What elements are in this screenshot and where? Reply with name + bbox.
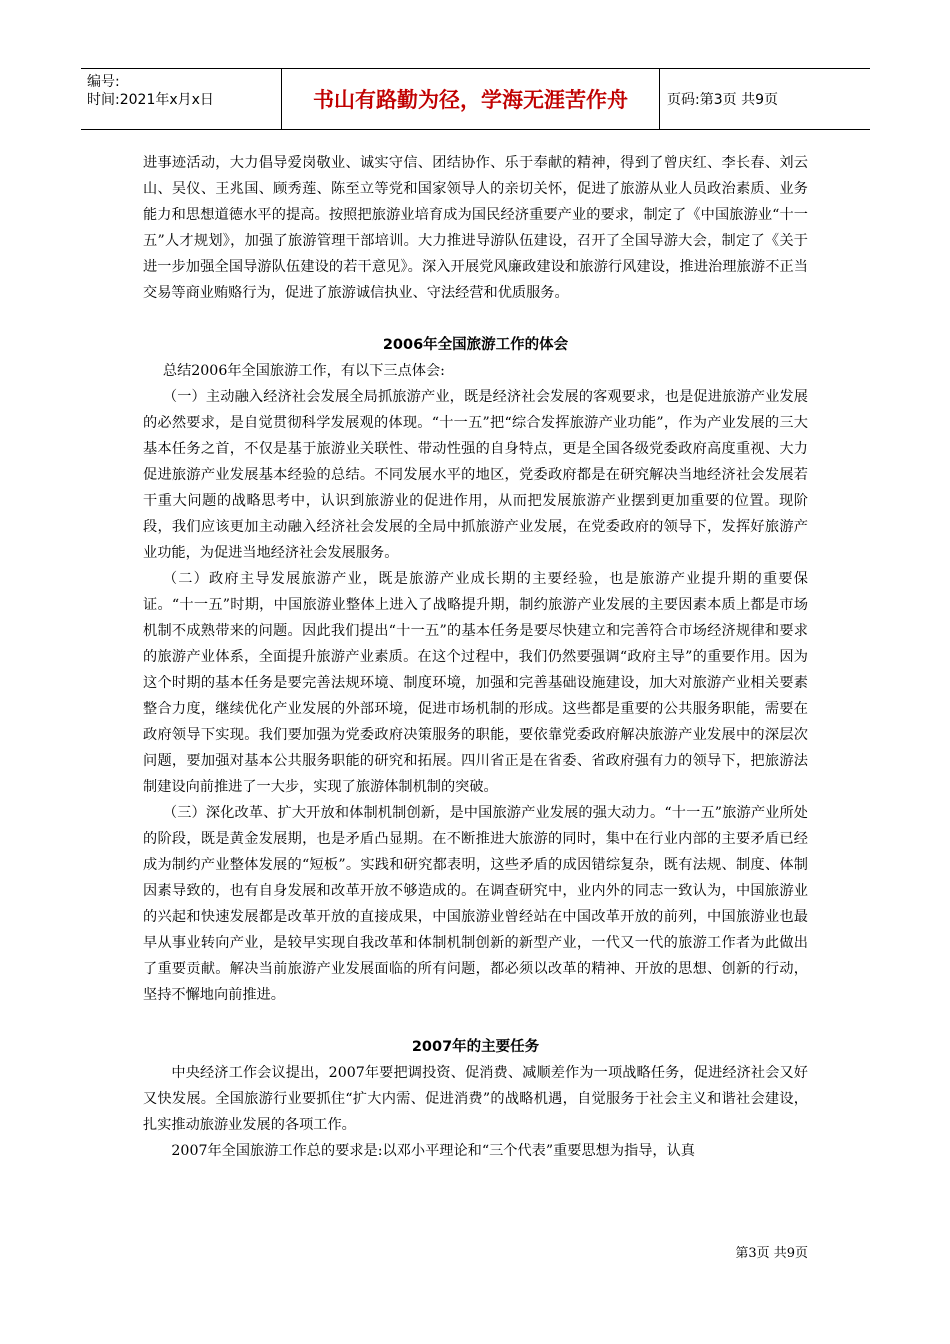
paragraph: 2007年全国旅游工作总的要求是:以邓小平理论和“三个代表”重要思想为指导，认真 — [171, 1143, 695, 1159]
document-time-label: 时间:2021年x月x日 — [87, 92, 214, 108]
footer-page-number: 第3页 共9页 — [735, 1246, 808, 1261]
paragraph: 进事迹活动，大力倡导爱岗敬业、诚实守信、团结协作、乐于奉献的精神，得到了曾庆红、李长春、刘云山、吴仪、王兆国、顾秀莲、陈至立等党和国家领导人的亲切关怀，促进了旅游从业人员政治素质、业务能力和思想道德水平的提高。按照把旅游业培育成为国民经济重要产业的要求，制定了《中国旅游业“十一五”人才规划》，加强了旅游管理干部培训。大力推进导游队伍建设，召开了全国导游大会，制定了《关于进一步加强全国导游队伍建设的若干意见》。深入开展党风廉政建设和旅游行风建设，推进治理旅游不正当交易等商业贿赂行为，促进了旅游诚信执业、守法经营和优质服务。 — [143, 155, 808, 301]
list-item: （一）主动融入经济社会发展全局抓旅游产业，既是经济社会发展的客观要求，也是促进旅游产业发展的必然要求，是自觉贯彻科学发展观的体现。“十一五”把“综合发挥旅游产业功能”，作为产业发展的三大基本任务之首，不仅是基于旅游业关联性、带动性强的自身特点，更是全国各级党委政府高度重视、大力促进旅游产业发展基本经验的总结。不同发展水平的地区，党委政府都是在研究解决当地经济社会发展若干重大问题的战略思考中，认识到旅游业的促进作用，从而把发展旅游产业摆到更加重要的位置。现阶段，我们应该更加主动融入经济社会发展的全局中抓旅游产业发展，在党委政府的领导下，发挥好旅游产业功能，为促进当地经济社会发展服务。 — [143, 389, 808, 561]
section-intro: 总结2006年全国旅游工作，有以下三点体会: — [162, 363, 445, 379]
document-body — [143, 150, 808, 1164]
document-number-label: 编号: — [87, 74, 120, 90]
list-item: （二）政府主导发展旅游产业，既是旅游产业成长期的主要经验，也是旅游产业提升期的重要保证。“十一五”时期，中国旅游业整体上进入了战略提升期，制约旅游产业发展的主要因素本质上都是市场机制不成熟带来的问题。因此我们提出“十一五”的基本任务是要尽快建立和完善符合市场经济规律和要求的旅游产业体系，全面提升旅游产业素质。在这个过程中，我们仍然要强调“政府主导”的重要作用。因为这个时期的基本任务是要完善法规环境、制度环境，加强和完善基础设施建设，加大对旅游产业相关要素整合力度，继续优化产业发展的外部环境，促进市场机制的形成。这些都是重要的公共服务职能，需要在政府领导下实现。我们要加强为党委政府决策服务的职能，要依靠党委政府解决旅游产业发展中的深层次问题，要加强对基本公共服务职能的研究和拓展。四川省正是在省委、省政府强有力的领导下，把旅游法制建设向前推进了一大步，实现了旅游体制机制的突破。 — [143, 571, 808, 795]
section-title-experience: 2006年全国旅游工作的体会 — [382, 337, 569, 353]
header-page-number: 页码:第3页 共9页 — [667, 92, 778, 108]
header-table — [81, 68, 870, 130]
list-item: （三）深化改革、扩大开放和体制机制创新，是中国旅游产业发展的强大动力。“十一五”旅游产业所处的阶段，既是黄金发展期，也是矛盾凸显期。在不断推进大旅游的同时，集中在行业内部的主要矛盾已经成为制约产业整体发展的“短板”。实践和研究都表明，这些矛盾的成因错综复杂，既有法规、制度、体制因素导致的，也有自身发展和改革开放不够造成的。在调查研究中，业内外的同志一致认为，中国旅游业的兴起和快速发展都是改革开放的直接成果，中国旅游业曾经站在中国改革开放的前列，中国旅游业也最早从事业转向产业，是较早实现自我改革和体制机制创新的新型产业，一代又一代的旅游工作者为此做出了重要贡献。解决当前旅游产业发展面临的所有问题，都必须以改革的精神、开放的思想、创新的行动，坚持不懈地向前推进。 — [143, 805, 808, 1003]
section-title-tasks: 2007年的主要任务 — [411, 1039, 540, 1055]
header-info-cell — [81, 69, 282, 129]
header-motto: 书山有路勤为径，学海无涯苦作舟 — [282, 69, 660, 129]
paragraph: 中央经济工作会议提出，2007年要把调投资、促消费、减顺差作为一项战略任务，促进经济社会又好又快发展。全国旅游行业要抓住“扩大内需、促进消费”的战略机遇，自觉服务于社会主义和谐社会建设，扎实推动旅游业发展的各项工作。 — [143, 1065, 808, 1133]
